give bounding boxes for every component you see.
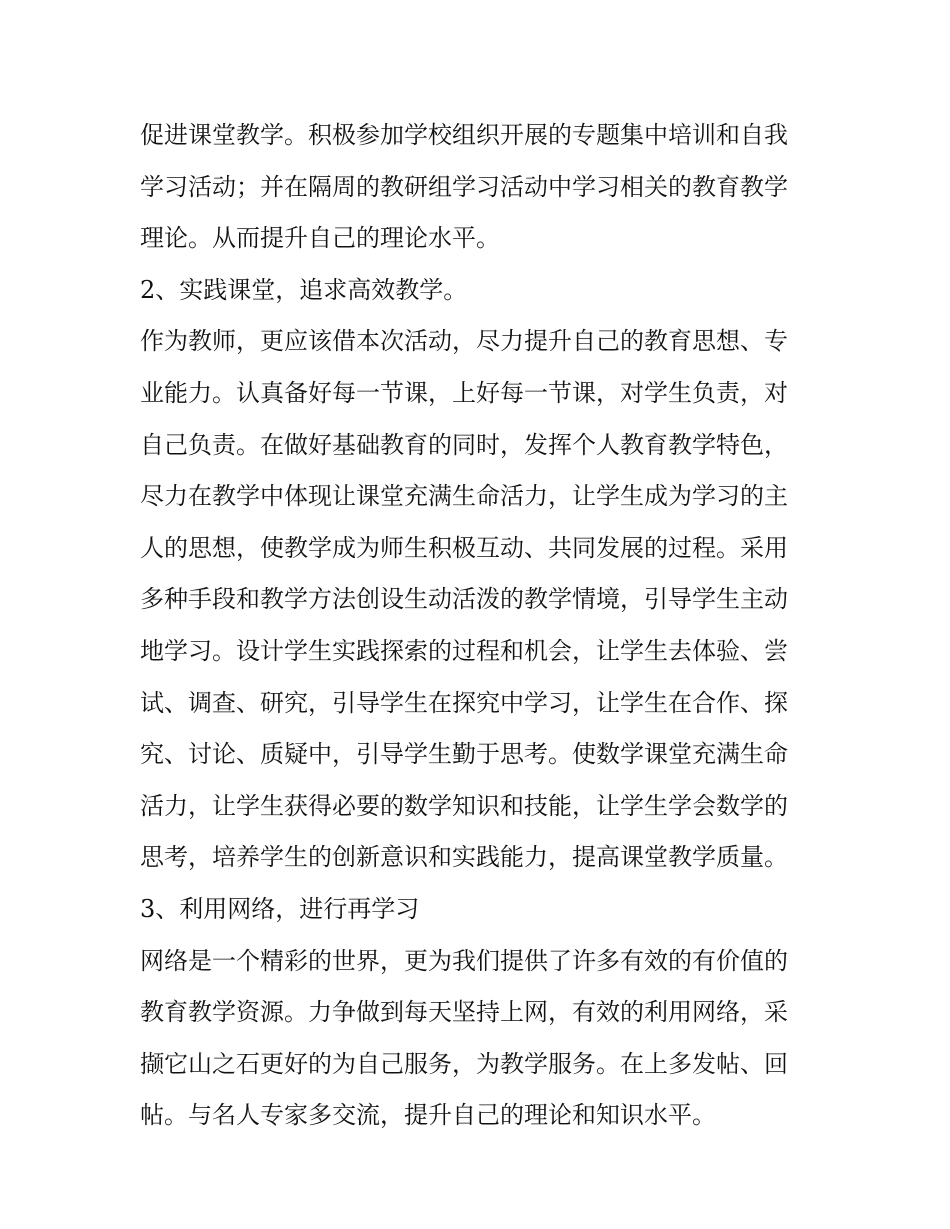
text-line: 作为教师，更应该借本次活动，尽力提升自己的教育思想、专 (140, 327, 788, 356)
text-line: 撷它山之石更好的为自己服务，为教学服务。在上多发帖、回 (140, 1049, 788, 1078)
text-line: 思考，培养学生的创新意识和实践能力，提高课堂教学质量。 (140, 843, 788, 872)
text-line: 尽力在教学中体现让课堂充满生命活力，让学生成为学习的主 (140, 482, 788, 511)
section-heading: 3、利用网络，进行再学习 (140, 894, 420, 923)
text-line: 促进课堂教学。积极参加学校组织开展的专题集中培训和自我 (140, 121, 788, 149)
text-line: 教育教学资源。力争做到每天坚持上网，有效的利用网络，采 (140, 998, 788, 1027)
text-line: 业能力。认真备好每一节课，上好每一节课，对学生负责，对 (140, 378, 788, 407)
text-line: 活力，让学生获得必要的数学知识和技能，让学生学会数学的 (140, 791, 788, 820)
text-line: 人的思想，使教学成为师生积极互动、共同发展的过程。采用 (140, 533, 788, 562)
text-line: 自己负责。在做好基础教育的同时，发挥个人教育教学特色， (140, 430, 788, 459)
body-text (140, 110, 820, 1142)
text-line: 帖。与名人专家多交流，提升自己的理论和知识水平。 (140, 1101, 716, 1130)
text-line: 究、讨论、质疑中，引导学生勤于思考。使数学课堂充满生命 (140, 740, 788, 769)
text-line: 网络是一个精彩的世界，更为我们提供了许多有效的有价值的 (140, 946, 788, 975)
text-line: 多种手段和教学方法创设生动活泼的教学情境，引导学生主动 (140, 585, 788, 614)
section-heading: 2、实践课堂，追求高效教学。 (140, 275, 468, 304)
text-line: 地学习。设计学生实践探索的过程和机会，让学生去体验、尝 (140, 636, 788, 665)
text-line: 理论。从而提升自己的理论水平。 (140, 224, 500, 253)
text-line: 试、调查、研究，引导学生在探究中学习，让学生在合作、探 (140, 688, 788, 717)
text-line: 学习活动；并在隔周的教研组学习活动中学习相关的教育教学 (140, 172, 788, 201)
